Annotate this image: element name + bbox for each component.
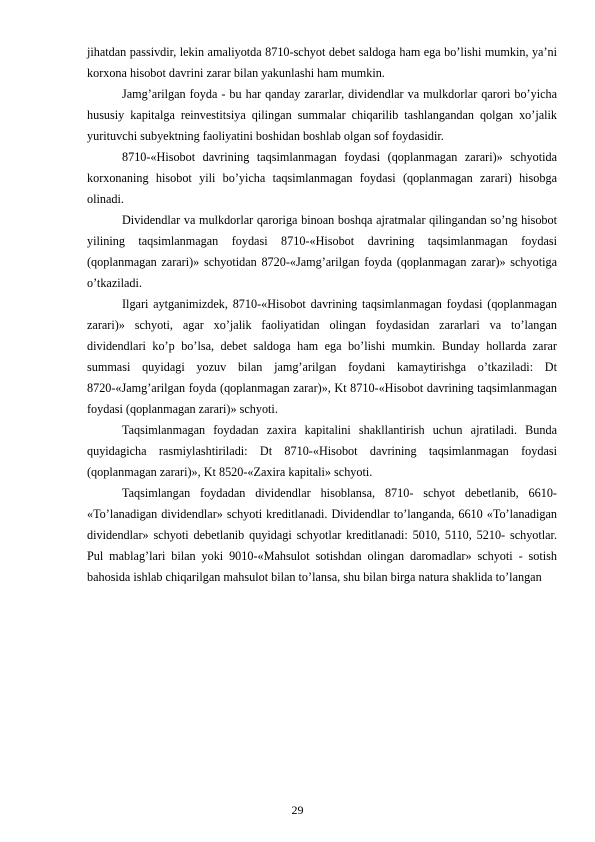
paragraph-dividends-transfer: Dividendlar va mulkdorlar qaroriga binoan boshqa ajratmalar qilingandan so’ng hisobot yilining taqsimlanmagan foydasi 8710-«Hisobot davrining taqsimlanmagan foydasi (qoplanmagan zarari)» schyotidan 8720-«Jamg’arilgan foyda (qoplanmagan zarar)» schyotiga o’tkaziladi.: [87, 213, 557, 290]
body-text: [87, 42, 557, 588]
page-number: 29: [291, 803, 304, 817]
paragraph-dividends-payable: Taqsimlangan foydadan dividendlar hisoblansa, 8710- schyot debetlanib, 6610- «To’lanadigan dividendlar» schyoti kreditlanadi. Dividendlar to’langanda, 6610 «To’lanadigan dividendlar» schyoti debetlanib quyidagi schyotlar kreditlanadi: 5010, 5110, 5210- schyotlar. Pul mablag’lari bilan yoki 9010-«Mahsulot sotishdan olingan daromadlar» schyoti - sotish bahosida ishlab chiqarilgan mahsulot bilan to’lansa, shu bilan birga natura shaklida to’langan: [87, 486, 557, 584]
paragraph-continuation: jihatdan passivdir, lekin amaliyotda 8710-schyot debet saldoga ham ega bo’lishi mumkin, ya’ni korxona hisobot davrini zarar bilan yakunlashi ham mumkin.: [87, 45, 557, 80]
paragraph-reserve-capital: Taqsimlanmagan foydadan zaxira kapitalini shakllantirish uchun ajratiladi. Bunda quyidagicha rasmiylashtiriladi: Dt 8710-«Hisobot davrining taqsimlanmagan foydasi (qoplanmagan zarari)», Kt 8520-«Zaxira kapitali» schyoti.: [87, 423, 557, 479]
paragraph-retained-earnings-definition: Jamg’arilgan foyda - bu har qanday zararlar, dividendlar va mulkdorlar qarori bo’yicha hususiy kapitalga reinvestitsiya qilingan summalar chiqarilib tashlangandan qolgan xo’jalik yurituvchi subyektning faoliyatini boshidan boshlab olgan sof foydasidir.: [87, 87, 557, 143]
paragraph-account-8710: 8710-«Hisobot davrining taqsimlanmagan foydasi (qoplanmagan zarari)» schyotida korxonaning hisobot yili bo’yicha taqsimlanmagan foydasi (qoplanmagan zarari) hisobga olinadi.: [87, 150, 557, 206]
paragraph-debit-balance: Ilgari aytganimizdek, 8710-«Hisobot davrining taqsimlanmagan foydasi (qoplanmagan zarari)» schyoti, agar xo’jalik faoliyatidan olingan foydasidan zararlari va to’langan dividendlari ko’p bo’lsa, debet saldoga ham ega bo’lishi mumkin. Bunday hollarda zarar summasi quyidagi yozuv bilan jamg’arilgan foydani kamaytirishga o’tkaziladi: Dt 8720-«Jamg’arilgan foyda (qoplanmagan zarar)», Kt 8710-«Hisobot davrining taqsimlanmagan foydasi (qoplanmagan zarari)» schyoti.: [87, 297, 557, 416]
